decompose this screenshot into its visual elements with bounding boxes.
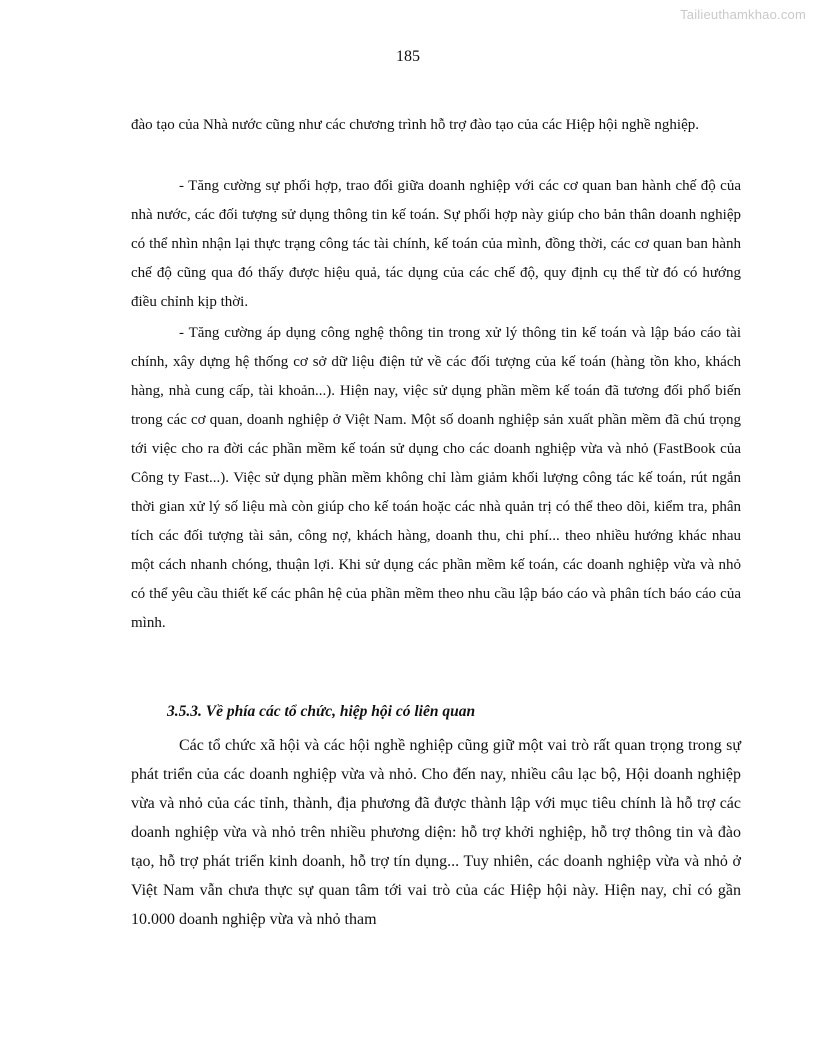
paragraph-coordination: - Tăng cường sự phối hợp, trao đổi giữa doanh nghiệp với các cơ quan ban hành chế độ của nhà nước, các đối tượng sử dụng thông tin kế toán. Sự phối hợp này giúp cho bản thân doanh nghiệp có thể nhìn nhận lại thực trạng công tác tài chính, kế toán của mình, đồng thời, các cơ quan ban hành chế độ cũng qua đó thấy được hiệu quả, tác dụng của các chế độ, quy định cụ thể từ đó có hướng điều chỉnh kịp thời. [131,178,741,310]
page-number: 185 [396,48,420,65]
paragraph-information-technology: - Tăng cường áp dụng công nghệ thông tin trong xử lý thông tin kế toán và lập báo cáo tài chính, xây dựng hệ thống cơ sở dữ liệu điện tử về các đối tượng của kế toán (hàng tồn kho, khách hàng, nhà cung cấp, tài khoản...). Hiện nay, việc sử dụng phần mềm kế toán đã tương đối phổ biến trong các cơ quan, doanh nghiệp ở Việt Nam. Một số doanh nghiệp sản xuất phần mềm đã chú trọng tới việc cho ra đời các phần mềm kế toán sử dụng cho các doanh nghiệp vừa và nhỏ (FastBook của Công ty Fast...). Việc sử dụng phần mềm không chỉ làm giảm khối lượng công tác kế toán, rút ngắn thời gian xử lý số liệu mà còn giúp cho kế toán hoặc các nhà quản trị có thể theo dõi, kiểm tra, phân tích các đối tượng tài sản, công nợ, khách hàng, doanh thu, chi phí... theo nhiều hướng khác nhau một cách nhanh chóng, thuận lợi. Khi sử dụng các phần mềm kế toán, các doanh nghiệp vừa và nhỏ có thể yêu cầu thiết kế các phân hệ của phần mềm theo nhu cầu lập báo cáo và phân tích báo cáo của mình. [131,325,741,631]
section-body [131,731,741,934]
section-heading: 3.5.3. Về phía các tổ chức, hiệp hội có liên quan [167,703,476,720]
paragraph-associations: Các tổ chức xã hội và các hội nghề nghiệp cũng giữ một vai trò rất quan trọng trong sự phát triển của các doanh nghiệp vừa và nhỏ. Cho đến nay, nhiều câu lạc bộ, Hội doanh nghiệp vừa và nhỏ của các tỉnh, thành, địa phương đã được thành lập với mục tiêu chính là hỗ trợ các doanh nghiệp vừa và nhỏ trên nhiều phương diện: hỗ trợ khởi nghiệp, hỗ trợ thông tin và đào tạo, hỗ trợ phát triển kinh doanh, hỗ trợ tín dụng... Tuy nhiên, các doanh nghiệp vừa và nhỏ ở Việt Nam vẫn chưa thực sự quan tâm tới vai trò của các Hiệp hội này. Hiện nay, chỉ có gần 10.000 doanh nghiệp vừa và nhỏ tham [131,737,741,928]
watermark: Tailieuthamkhao.com [680,7,806,22]
paragraph-continuation: đào tạo của Nhà nước cũng như các chương trình hỗ trợ đào tạo của các Hiệp hội nghề nghiệp. [131,117,699,133]
